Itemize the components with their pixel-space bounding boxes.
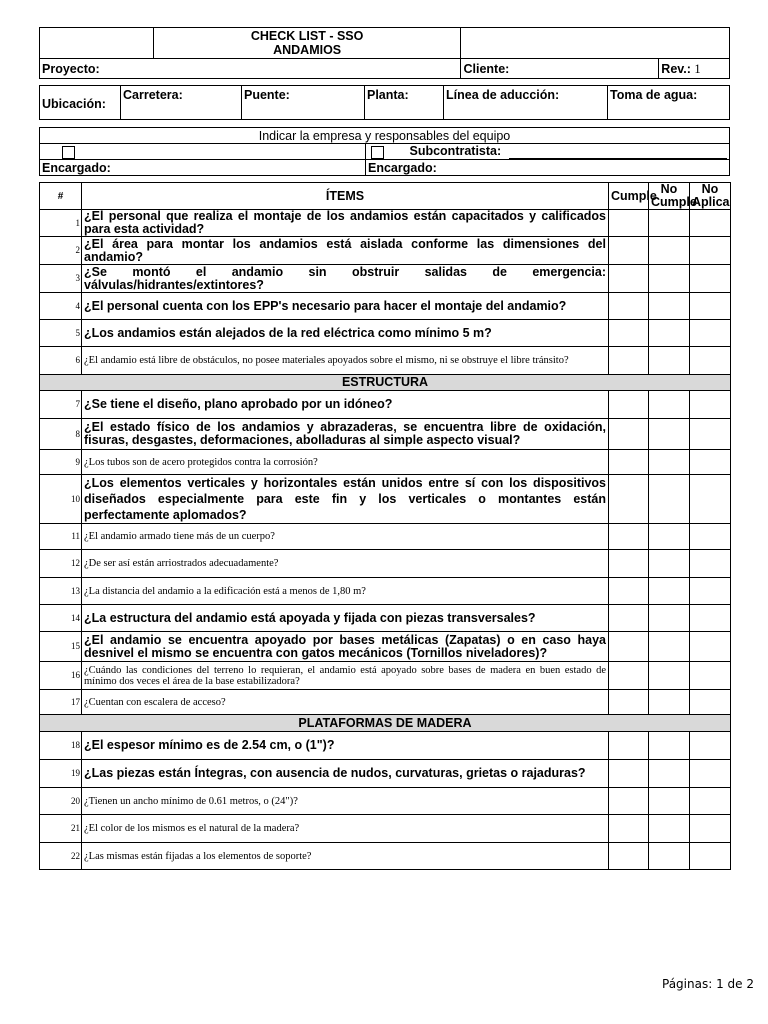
logo-cell (40, 28, 154, 59)
table-header-row (40, 183, 731, 210)
table-row (40, 210, 731, 237)
subcontratista-label: Subcontratista: (409, 144, 502, 159)
cumple-cell[interactable] (609, 320, 649, 347)
empresa-left-cell (40, 144, 366, 160)
proyecto-field[interactable] (40, 59, 461, 79)
cumple-cell[interactable] (609, 450, 649, 475)
no-cumple-cell[interactable] (649, 320, 690, 347)
no-aplica-cell[interactable] (690, 450, 731, 475)
cumple-cell[interactable] (609, 237, 649, 265)
carretera-field[interactable]: Carretera: (121, 86, 242, 120)
no-cumple-cell[interactable] (649, 237, 690, 265)
item-text: ¿El espesor mínimo es de 2.54 cm, o (1")? (82, 732, 609, 760)
cumple-cell[interactable] (609, 815, 649, 843)
no-aplica-cell[interactable] (690, 347, 731, 375)
puente-field[interactable]: Puente: (242, 86, 365, 120)
item-number: 4 (40, 293, 82, 320)
cumple-cell[interactable] (609, 662, 649, 690)
item-number: 18 (40, 732, 82, 760)
item-number: 15 (40, 632, 82, 662)
col-num-header: # (40, 183, 82, 210)
item-text: ¿Los elementos verticales y horizontales están unidos entre sí con los dispositivos diseñados especialmente para este fin y los verticales o montantes están perfectamente aplomados? (82, 475, 609, 524)
cliente-label: Cliente: (463, 61, 510, 76)
planta-field[interactable]: Planta: (365, 86, 444, 120)
subcontratista-cell (366, 144, 730, 160)
item-number: 19 (40, 760, 82, 788)
no-cumple-cell[interactable] (649, 450, 690, 475)
table-row (40, 320, 731, 347)
page-counter: Páginas: 1 de 2 (662, 977, 754, 991)
no-cumple-cell[interactable] (649, 419, 690, 450)
item-number: 17 (40, 690, 82, 715)
item-number: 10 (40, 475, 82, 524)
cumple-cell[interactable] (609, 578, 649, 605)
table-row (40, 391, 731, 419)
no-cumple-cell[interactable] (649, 760, 690, 788)
cumple-cell[interactable] (609, 265, 649, 293)
no-cumple-cell[interactable] (649, 550, 690, 578)
table-row (40, 815, 731, 843)
document-title (153, 28, 461, 59)
no-aplica-cell[interactable] (690, 419, 731, 450)
item-text: ¿La estructura del andamio está apoyada y fijada con piezas transversales? (82, 605, 609, 632)
item-number: 7 (40, 391, 82, 419)
item-text: ¿De ser así están arriostrados adecuadamente? (82, 550, 609, 578)
no-cumple-cell[interactable] (649, 265, 690, 293)
rev-value: 1 (694, 61, 701, 76)
no-aplica-cell[interactable] (690, 475, 731, 524)
no-cumple-cell[interactable] (649, 210, 690, 237)
checklist-table (39, 182, 731, 870)
cumple-cell[interactable] (609, 788, 649, 815)
item-number: 2 (40, 237, 82, 265)
section-estructura: ESTRUCTURA (40, 375, 731, 391)
no-aplica-cell[interactable] (690, 550, 731, 578)
no-aplica-cell[interactable] (690, 605, 731, 632)
no-aplica-cell[interactable] (690, 815, 731, 843)
no-aplica-cell[interactable] (690, 578, 731, 605)
section-row-estructura (40, 375, 731, 391)
proyecto-label: Proyecto: (42, 61, 100, 76)
no-cumple-cell[interactable] (649, 843, 690, 870)
table-row (40, 605, 731, 632)
cumple-cell[interactable] (609, 632, 649, 662)
encargado-left[interactable]: Encargado: (40, 160, 366, 176)
no-aplica-cell[interactable] (690, 760, 731, 788)
no-cumple-cell[interactable] (649, 732, 690, 760)
item-number: 12 (40, 550, 82, 578)
no-cumple-line-1: No (660, 182, 678, 196)
cumple-cell[interactable] (609, 732, 649, 760)
no-aplica-cell[interactable] (690, 391, 731, 419)
no-aplica-cell[interactable] (690, 690, 731, 715)
table-row (40, 550, 731, 578)
item-text: ¿Los tubos son de acero protegidos contra la corrosión? (82, 450, 609, 475)
empresa-title: Indicar la empresa y responsables del equipo (40, 128, 730, 144)
item-text: ¿El personal cuenta con los EPP's necesario para hacer el montaje del andamio? (82, 293, 609, 320)
item-text: ¿El color de los mismos es el natural de la madera? (82, 815, 609, 843)
cumple-cell[interactable] (609, 347, 649, 375)
table-row (40, 419, 731, 450)
rev-field (659, 59, 730, 79)
table-row (40, 843, 731, 870)
col-cumple-header: Cumple (609, 183, 649, 210)
item-text: ¿El andamio está libre de obstáculos, no posee materiales apoyados sobre el mismo, ni se obstruye el libre tránsito? (82, 347, 609, 375)
item-number: 5 (40, 320, 82, 347)
col-items-header: ÍTEMS (82, 183, 609, 210)
no-cumple-cell[interactable] (649, 347, 690, 375)
ubicacion-label: Ubicación: (40, 86, 121, 120)
ubicacion-table (39, 85, 730, 120)
item-number: 20 (40, 788, 82, 815)
title-line-1: CHECK LIST - SSO (250, 29, 364, 43)
table-row (40, 265, 731, 293)
item-text: ¿Cuentan con escalera de acceso? (82, 690, 609, 715)
table-row (40, 788, 731, 815)
item-text: ¿El área para montar los andamios está aislada conforme las dimensiones del andamio? (82, 237, 609, 265)
cumple-cell[interactable] (609, 391, 649, 419)
item-text: ¿Se montó el andamio sin obstruir salidas de emergencia: válvulas/hidrantes/extintores? (82, 265, 609, 293)
no-cumple-cell[interactable] (649, 293, 690, 320)
cumple-cell[interactable] (609, 475, 649, 524)
cumple-cell[interactable] (609, 419, 649, 450)
item-number: 14 (40, 605, 82, 632)
no-aplica-cell[interactable] (690, 293, 731, 320)
no-aplica-cell[interactable] (690, 320, 731, 347)
item-text: ¿Los andamios están alejados de la red eléctrica como mínimo 5 m? (82, 320, 609, 347)
item-text: ¿El andamio se encuentra apoyado por bases metálicas (Zapatas) o en caso haya desnivel el mismo se encuentra con gatos mecánicos (Tornillos niveladores)? (82, 632, 609, 662)
item-number: 6 (40, 347, 82, 375)
no-cumple-cell[interactable] (649, 524, 690, 550)
title-line-2: ANDAMIOS (273, 43, 342, 57)
empresa-checkbox[interactable] (62, 146, 75, 159)
table-row (40, 237, 731, 265)
no-aplica-cell[interactable] (690, 237, 731, 265)
table-row (40, 732, 731, 760)
cliente-field[interactable] (461, 59, 659, 79)
code-cell (461, 28, 730, 59)
table-row (40, 632, 731, 662)
item-text: ¿Tienen un ancho mínimo de 0.61 metros, o (24")? (82, 788, 609, 815)
item-number: 3 (40, 265, 82, 293)
item-text: ¿Cuándo las condiciones del terreno lo requieran, el andamio está apoyado sobre bases de madera en buen estado de mínimo dos veces el área de la base estabilizadora? (82, 662, 609, 690)
cumple-cell[interactable] (609, 843, 649, 870)
no-aplica-cell[interactable] (690, 788, 731, 815)
linea-aduccion-field[interactable]: Línea de aducción: (444, 86, 608, 120)
section-plataformas: PLATAFORMAS DE MADERA (40, 715, 731, 732)
no-aplica-cell[interactable] (690, 662, 731, 690)
item-number: 8 (40, 419, 82, 450)
header-table (39, 27, 730, 79)
table-row (40, 293, 731, 320)
section-row-plataformas (40, 715, 731, 732)
item-number: 9 (40, 450, 82, 475)
item-text: ¿El andamio armado tiene más de un cuerpo? (82, 524, 609, 550)
item-text: ¿La distancia del andamio a la edificación está a menos de 1,80 m? (82, 578, 609, 605)
item-number: 13 (40, 578, 82, 605)
item-number: 21 (40, 815, 82, 843)
empresa-table (39, 127, 730, 176)
cumple-cell[interactable] (609, 550, 649, 578)
col-no-cumple-header (649, 182, 697, 210)
subcontratista-input[interactable] (509, 147, 727, 159)
no-aplica-cell[interactable] (690, 632, 731, 662)
no-aplica-cell[interactable] (690, 732, 731, 760)
item-text: ¿Las piezas están Íntegras, con ausencia de nudos, curvaturas, grietas o rajaduras? (82, 760, 609, 788)
cumple-cell[interactable] (609, 605, 649, 632)
table-row (40, 578, 731, 605)
no-cumple-cell[interactable] (649, 690, 690, 715)
rev-label: Rev.: (661, 61, 691, 76)
table-row (40, 475, 731, 524)
no-cumple-cell[interactable] (649, 662, 690, 690)
no-cumple-line-2: Cumple (651, 195, 697, 209)
table-row (40, 524, 731, 550)
no-cumple-cell[interactable] (649, 391, 690, 419)
no-cumple-cell[interactable] (649, 788, 690, 815)
no-cumple-cell[interactable] (649, 815, 690, 843)
no-cumple-cell[interactable] (649, 578, 690, 605)
no-aplica-cell[interactable] (690, 524, 731, 550)
item-number: 11 (40, 524, 82, 550)
table-row (40, 760, 731, 788)
table-row (40, 662, 731, 690)
no-aplica-cell[interactable] (690, 265, 731, 293)
no-cumple-cell[interactable] (649, 475, 690, 524)
table-row (40, 690, 731, 715)
cumple-cell[interactable] (609, 690, 649, 715)
item-text: ¿El personal que realiza el montaje de los andamios están capacitados y calificados para esta actividad? (82, 210, 609, 237)
no-cumple-cell[interactable] (649, 632, 690, 662)
cumple-cell[interactable] (609, 293, 649, 320)
item-number: 22 (40, 843, 82, 870)
item-text: ¿Las mismas están fijadas a los elementos de soporte? (82, 843, 609, 870)
cumple-cell[interactable] (609, 210, 649, 237)
encargado-right[interactable]: Encargado: (366, 160, 730, 176)
table-row (40, 347, 731, 375)
no-cumple-cell[interactable] (649, 605, 690, 632)
no-aplica-cell[interactable] (690, 210, 731, 237)
table-row (40, 450, 731, 475)
no-aplica-cell[interactable] (690, 843, 731, 870)
cumple-cell[interactable] (609, 760, 649, 788)
item-number: 16 (40, 662, 82, 690)
item-text: ¿Se tiene el diseño, plano aprobado por un idóneo? (82, 391, 609, 419)
toma-agua-field[interactable]: Toma de agua: (608, 86, 730, 120)
item-text: ¿El estado físico de los andamios y abrazaderas, se encuentra libre de oxidación, fisuras, desgastes, deformaciones, abolladuras al simple aspecto visual? (82, 419, 609, 450)
subcontratista-checkbox[interactable] (371, 146, 384, 159)
cumple-cell[interactable] (609, 524, 649, 550)
col-no-aplica-header: No Aplica (690, 183, 731, 210)
item-number: 1 (40, 210, 82, 237)
